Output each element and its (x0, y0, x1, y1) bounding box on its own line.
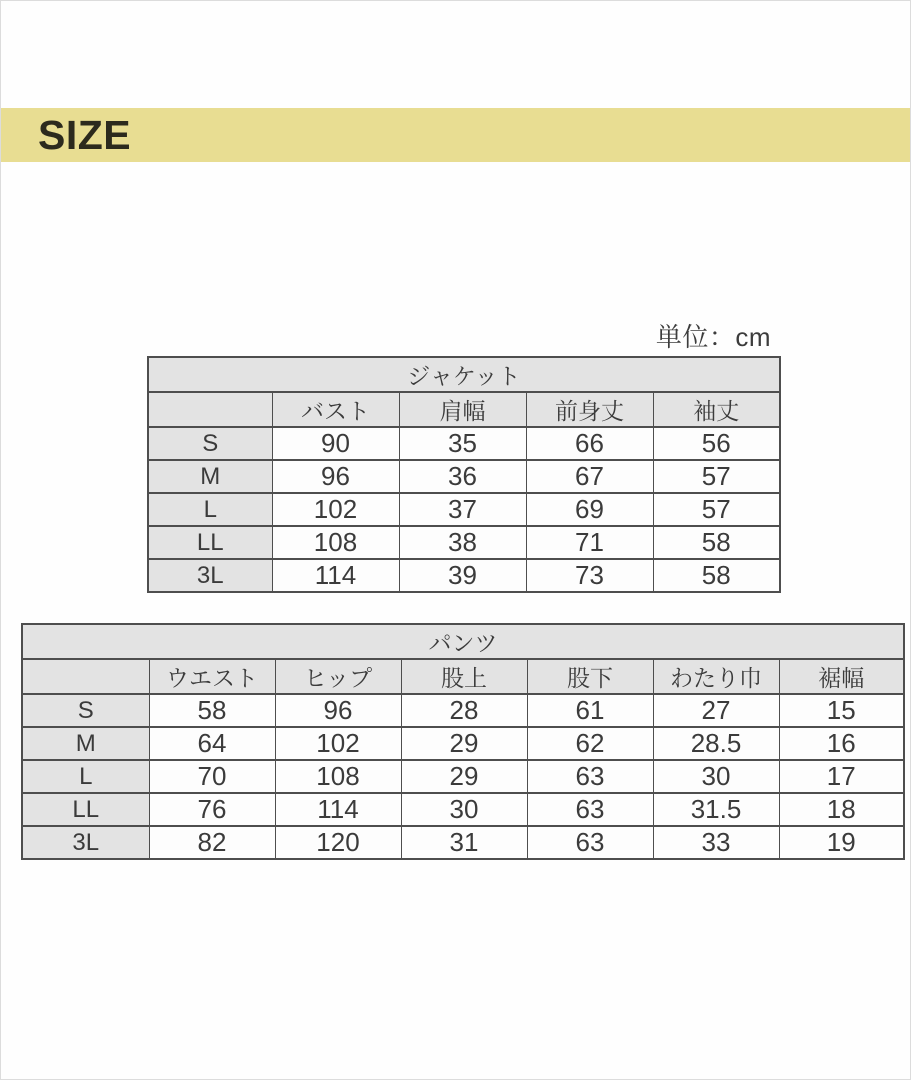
table-cell: 73 (526, 559, 653, 592)
pants-size-table (21, 623, 905, 860)
table-title: ジャケット (148, 357, 780, 392)
corner-cell (148, 392, 272, 427)
table-cell: 108 (272, 526, 399, 559)
table-cell: 76 (149, 793, 275, 826)
table-title-row (148, 357, 780, 392)
table-cell: 31.5 (653, 793, 779, 826)
size-label: L (22, 760, 149, 793)
size-label: L (148, 493, 272, 526)
table-cell: 96 (272, 460, 399, 493)
table-row (148, 460, 780, 493)
table-cell: 61 (527, 694, 653, 727)
table-cell: 19 (779, 826, 904, 859)
size-label: S (148, 427, 272, 460)
table-cell: 69 (526, 493, 653, 526)
table-cell: 96 (275, 694, 401, 727)
table-cell: 82 (149, 826, 275, 859)
table-header-row (22, 659, 904, 694)
column-header: 袖丈 (653, 392, 780, 427)
table-cell: 56 (653, 427, 780, 460)
column-header: ウエスト (149, 659, 275, 694)
table-cell: 71 (526, 526, 653, 559)
column-header: ヒップ (275, 659, 401, 694)
table-row (148, 559, 780, 592)
table-cell: 35 (399, 427, 526, 460)
table-cell: 102 (275, 727, 401, 760)
size-label: S (22, 694, 149, 727)
table-cell: 30 (653, 760, 779, 793)
table-cell: 17 (779, 760, 904, 793)
table-cell: 63 (527, 760, 653, 793)
table-cell: 57 (653, 460, 780, 493)
table-title-row (22, 624, 904, 659)
column-header: 股上 (401, 659, 527, 694)
size-label: LL (22, 793, 149, 826)
table-cell: 16 (779, 727, 904, 760)
table-cell: 58 (653, 526, 780, 559)
table-cell: 18 (779, 793, 904, 826)
table-cell: 58 (653, 559, 780, 592)
table-cell: 63 (527, 793, 653, 826)
table-cell: 38 (399, 526, 526, 559)
table-cell: 29 (401, 760, 527, 793)
table-header-row (148, 392, 780, 427)
table-row (22, 826, 904, 859)
column-header: 前身丈 (526, 392, 653, 427)
table-row (22, 793, 904, 826)
table-cell: 64 (149, 727, 275, 760)
table-row (22, 760, 904, 793)
table-cell: 108 (275, 760, 401, 793)
table-cell: 120 (275, 826, 401, 859)
table-cell: 66 (526, 427, 653, 460)
table-row (148, 493, 780, 526)
table-cell: 62 (527, 727, 653, 760)
table-row (148, 427, 780, 460)
size-label: LL (148, 526, 272, 559)
size-label: 3L (148, 559, 272, 592)
table-cell: 33 (653, 826, 779, 859)
table-cell: 30 (401, 793, 527, 826)
table-cell: 63 (527, 826, 653, 859)
jacket-size-table (147, 356, 781, 593)
table-cell: 67 (526, 460, 653, 493)
size-label: M (148, 460, 272, 493)
table-cell: 29 (401, 727, 527, 760)
table-cell: 27 (653, 694, 779, 727)
column-header: 股下 (527, 659, 653, 694)
table-row (148, 526, 780, 559)
table-cell: 28 (401, 694, 527, 727)
table-cell: 39 (399, 559, 526, 592)
table-cell: 31 (401, 826, 527, 859)
table-row (22, 727, 904, 760)
table-cell: 37 (399, 493, 526, 526)
column-header: わたり巾 (653, 659, 779, 694)
size-label: 3L (22, 826, 149, 859)
table-cell: 36 (399, 460, 526, 493)
corner-cell (22, 659, 149, 694)
table-cell: 102 (272, 493, 399, 526)
table-cell: 58 (149, 694, 275, 727)
column-header: バスト (272, 392, 399, 427)
table-cell: 70 (149, 760, 275, 793)
table-cell: 90 (272, 427, 399, 460)
table-cell: 114 (272, 559, 399, 592)
page-title: SIZE (38, 112, 132, 158)
table-row (22, 694, 904, 727)
size-banner (1, 108, 910, 162)
table-cell: 57 (653, 493, 780, 526)
table-cell: 114 (275, 793, 401, 826)
column-header: 裾幅 (779, 659, 904, 694)
size-label: M (22, 727, 149, 760)
column-header: 肩幅 (399, 392, 526, 427)
table-title: パンツ (22, 624, 904, 659)
table-cell: 15 (779, 694, 904, 727)
table-cell: 28.5 (653, 727, 779, 760)
unit-label: 単位：cm (655, 322, 771, 352)
